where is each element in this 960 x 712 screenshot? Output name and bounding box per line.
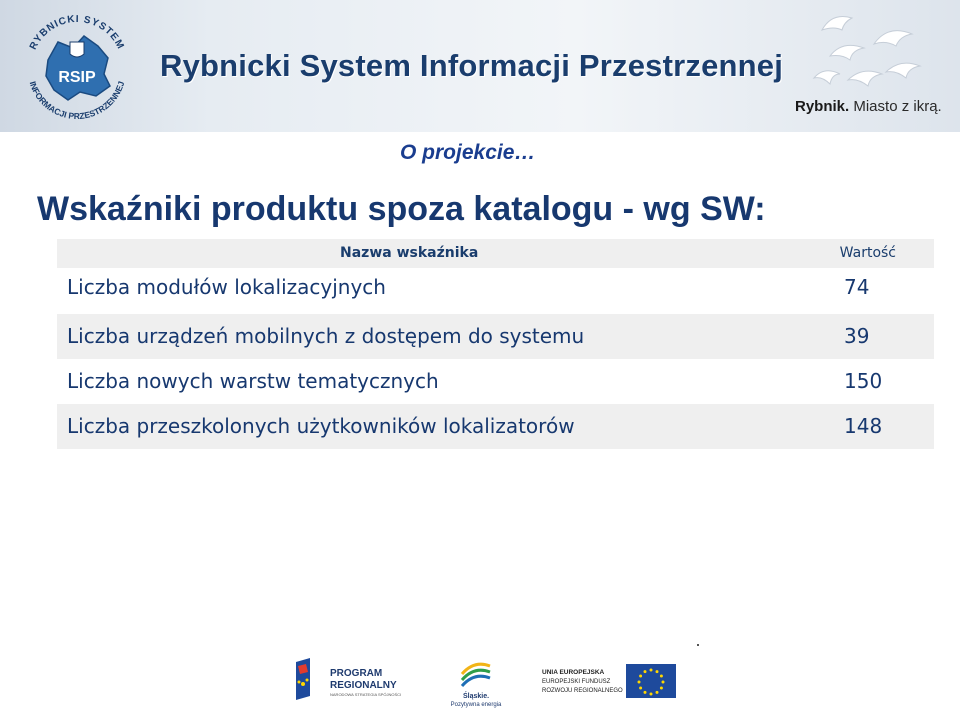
city-motto [795,98,942,115]
indicator-name: Liczba nowych warstw tematycznych [67,369,439,393]
indicators-table [57,239,934,449]
column-header-value: Wartość [839,245,896,261]
program-regionalny-logo [296,658,401,700]
logo-ring-text-bottom: INFORMACJI PRZESTRZENNEJ [27,79,127,121]
header-title: Rybnicki System Informacji Przestrzennej [160,48,784,83]
motto-brand: Rybnik. [795,98,850,115]
program-line2: REGIONALNY [330,680,397,691]
slaskie-line1: Śląskie. [462,693,490,700]
indicator-name: Liczba modułów lokalizacyjnych [67,275,386,299]
indicator-value: 39 [844,324,870,348]
table-row [57,359,934,404]
table-header [57,239,934,268]
column-header-name: Nazwa wskaźnika [340,245,479,261]
table-row [57,404,934,449]
header-banner [0,0,960,132]
page-title: Wskaźniki produktu spoza katalogu - wg SW: [37,190,766,228]
eu-line1: UNIA EUROPEJSKA [542,669,605,676]
dolphins-logo-icon [808,8,928,88]
indicator-value: 148 [844,414,883,438]
stray-dot [697,644,699,646]
footer-logos [280,652,700,712]
eu-line2: EUROPEJSKI FUNDUSZ [542,679,611,685]
indicator-name: Liczba urządzeń mobilnych z dostępem do systemu [67,324,585,348]
indicator-name: Liczba przeszkolonych użytkowników lokalizatorów [67,414,575,438]
indicator-value: 150 [844,369,883,393]
eu-logo [542,664,676,698]
slaskie-line2: Pozytywna energia [450,702,502,708]
subtitle: O projekcie… [400,141,536,164]
program-line3: NARODOWA STRATEGIA SPÓJNOŚCI [330,692,402,697]
rsip-logo [18,8,136,126]
coat-of-arms-icon [70,42,84,57]
logo-badge-text: RSIP [58,69,96,86]
table-row [57,314,934,359]
logo-ring-text-top: RYBNICKI SYSTEM [27,13,127,52]
motto-rest: Miasto z ikrą. [849,98,942,115]
indicator-value: 74 [844,275,870,299]
eu-line3: ROZWOJU REGIONALNEGO [542,688,623,694]
program-line1: PROGRAM [330,668,383,679]
table-row [57,268,934,314]
slaskie-logo [451,664,502,708]
